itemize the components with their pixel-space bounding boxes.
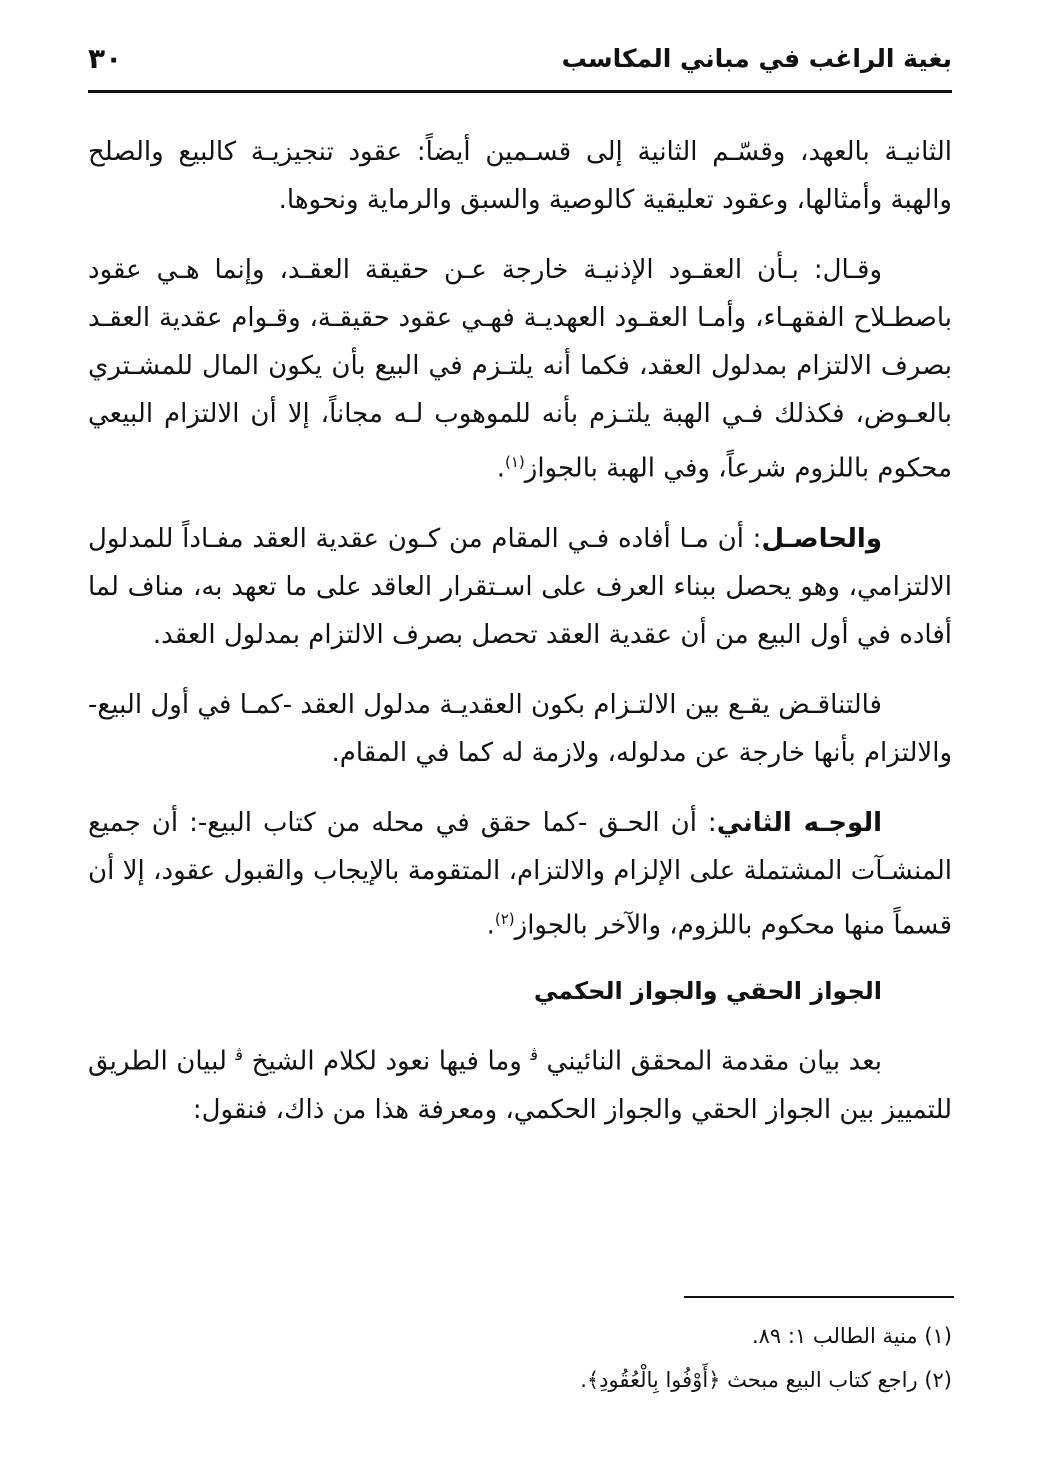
paragraph-1: الثانيـة بالعهد، وقسّـم الثانية إلى قسـمين أيضاً: عقود تنجيزيـة كالبيع والصلح والهبة وأمثالها، وعقود تعليقية كالوصية والسبق والرماية ونحوها. <box>88 137 952 215</box>
page-number: ٣٠ <box>88 42 123 75</box>
paragraph-5 <box>88 799 952 950</box>
paragraph-6-part-a: بعد بيان مقدمة المحقق النائيني <box>546 1046 883 1077</box>
section-heading: الجواز الحقي والجواز الحكمي <box>533 977 882 1006</box>
footnote-divider <box>684 1296 954 1298</box>
paragraph-6 <box>88 1031 952 1134</box>
running-title: بغية الراغب في مباني المكاسب <box>561 44 952 73</box>
footnote-ref-2: (٢) <box>494 909 515 928</box>
honorific-symbol-1: ﭬ <box>530 1045 539 1065</box>
paragraph-3-lead: والحاصـل <box>761 523 882 554</box>
paragraph-3-text: : أن مـا أفاده فـي المقام من كـون عقدية العقد مفـاداً للمدلول الالتزامي، وهو يحصل ببناء العرف على اسـتقرار العاقد على ما تعهد به، مناف لما أفاده في أول البيع من أن عقدية العقد تحصل بصرف الالتزام بمدلول العقد. <box>88 523 952 650</box>
paragraph-6-part-b: وما فيها نعود لكلام الشيخ <box>251 1046 522 1077</box>
footnotes <box>88 1314 952 1402</box>
honorific-symbol-2: ﭬ <box>235 1045 244 1065</box>
paragraph-5-end: . <box>486 910 495 941</box>
page-header <box>88 40 952 93</box>
paragraph-5-lead: الوجـه الثاني <box>716 807 882 838</box>
paragraph-6-part-c: لبيان الطريق للتمييز بين الجواز الحقي والجواز الحكمي، ومعرفة هذا من ذاك، فنقول: <box>88 1046 952 1125</box>
paragraph-2 <box>88 246 952 493</box>
footnote-1: (١) منية الطالب ١: ٨٩. <box>751 1324 952 1348</box>
main-text <box>88 128 952 1156</box>
paragraph-2-end: . <box>496 453 505 484</box>
paragraph-4: فالتناقـض يقـع بين الالتـزام بكون العقديـة مدلول العقد -كمـا في أول البيع-والالتزام بأنها خارجة عن مدلوله، ولازمة له كما في المقام. <box>88 689 952 768</box>
paragraph-5-text: : أن الحـق -كما حقق في محله من كتاب البيع-: أن جميع المنشـآت المشتملة على الإلزام والالتزام، المتقومة بالإيجاب والقبول عقود، إلا أن قسماً منها محكوم باللزوم، والآخر بالجواز <box>88 807 952 941</box>
paragraph-3 <box>88 515 952 659</box>
paragraph-2-text: وقـال: بـأن العقـود الإذنيـة خارجة عـن حقيقة العقـد، وإنما هـي عقود باصطـلاح الفقهـاء، وأمـا العقـود العهديـة فهـي عقود حقيقـة، وقـوام عقدية العقـد بصرف الالتزام بمدلول العقد، فكما أنه يلتـزم في البيع بأن يكون المال للمشـتري بالعـوض، فكذلك فـي الهبة يلتـزم بأنه للموهوب لـه مجاناً، إلا أن الالتزام البيعي محكوم باللزوم شرعاً، وفي الهبة بالجواز <box>88 255 952 484</box>
footnote-2: (٢) راجع كتاب البيع مبحث ﴿أَوْفُوا بِالْعُقُودِ﴾. <box>580 1368 952 1392</box>
footnote-ref-1: (١) <box>505 453 525 471</box>
